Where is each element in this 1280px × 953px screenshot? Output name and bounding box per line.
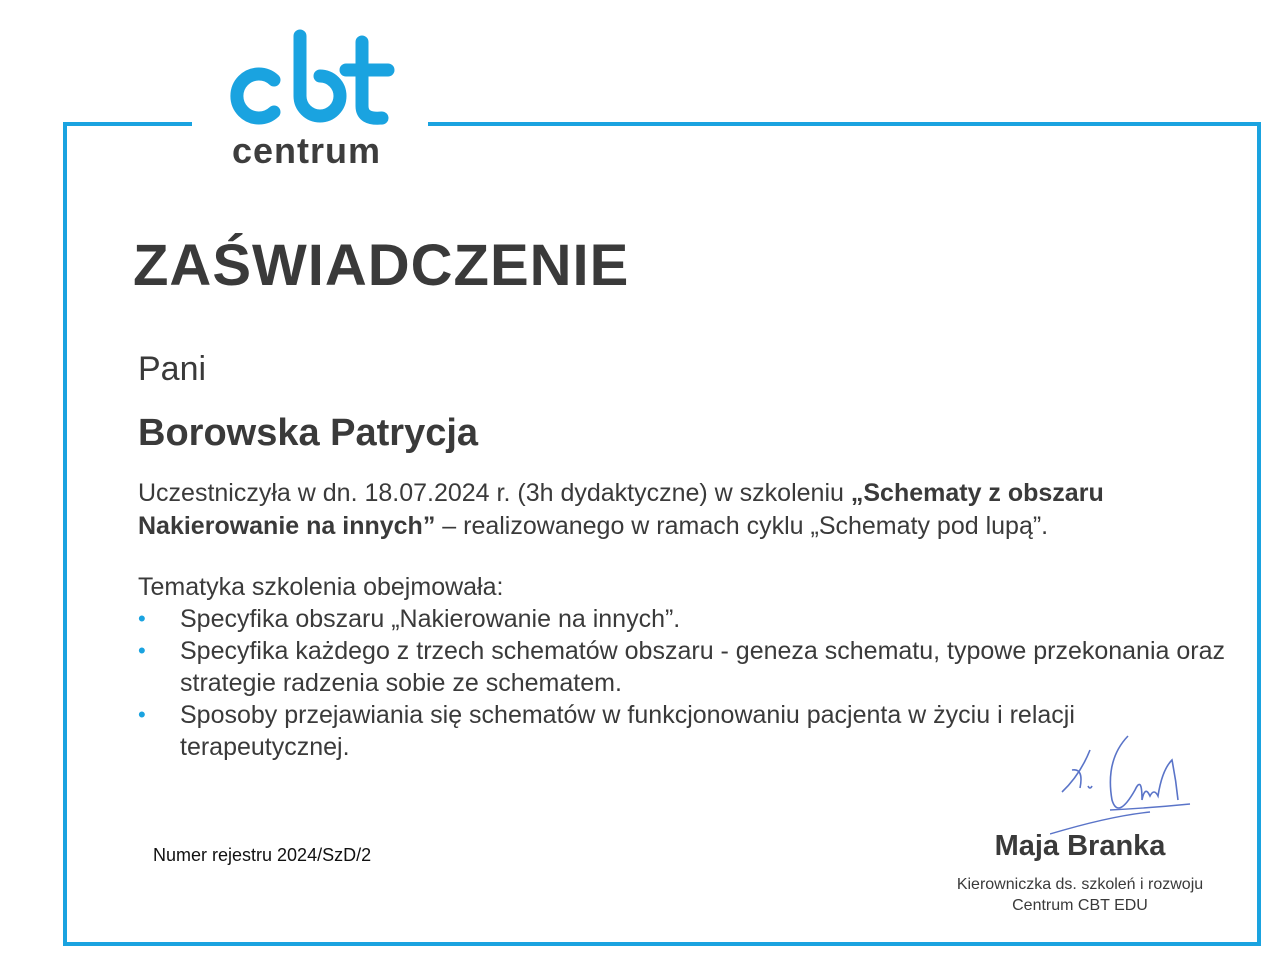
signer-name: Maja Branka — [994, 830, 1166, 862]
body-rest: – realizowanego w ramach cyklu „Schematy pod lupą”. — [435, 512, 1049, 540]
cbt-logo-mark — [222, 28, 402, 128]
signer-role-line1: Kierowniczka ds. szkoleń i rozwoju — [956, 876, 1204, 893]
certificate-body — [138, 477, 1258, 543]
document-title: ZAŚWIADCZENIE — [133, 233, 630, 298]
topics-heading: Tematyka szkolenia obejmowała: — [138, 573, 504, 601]
handwritten-signature — [1050, 730, 1200, 840]
logo-subtitle: centrum — [232, 130, 382, 171]
bullet-icon: • — [138, 606, 146, 631]
bullet-icon: • — [138, 638, 146, 663]
bullet-icon: • — [138, 702, 146, 727]
salutation: Pani — [138, 350, 207, 388]
register-number: Numer rejestru 2024/SzD/2 — [153, 845, 372, 865]
recipient-name: Borowska Patrycja — [138, 412, 479, 454]
signer-role — [930, 874, 1230, 916]
list-item — [138, 603, 1228, 635]
signer-role-line2: Centrum CBT EDU — [1012, 897, 1148, 914]
topic-text: Specyfika obszaru „Nakierowanie na innych”. — [180, 605, 681, 633]
course-name: „Schematy z obszaru Nakierowanie na innych” — [138, 479, 1104, 540]
body-intro: Uczestniczyła w dn. 18.07.2024 r. (3h dydaktyczne) w szkoleniu — [138, 479, 851, 507]
topic-text: Specyfika każdego z trzech schematów obszaru - geneza schematu, typowe przekonania oraz strategie radzenia sobie ze schematem. — [180, 637, 1225, 697]
cbt-centrum-logo — [222, 28, 402, 171]
list-item — [138, 635, 1228, 699]
topic-text: Sposoby przejawiania się schematów w funkcjonowaniu pacjenta w życiu i relacji terapeutycznej. — [180, 701, 1075, 761]
